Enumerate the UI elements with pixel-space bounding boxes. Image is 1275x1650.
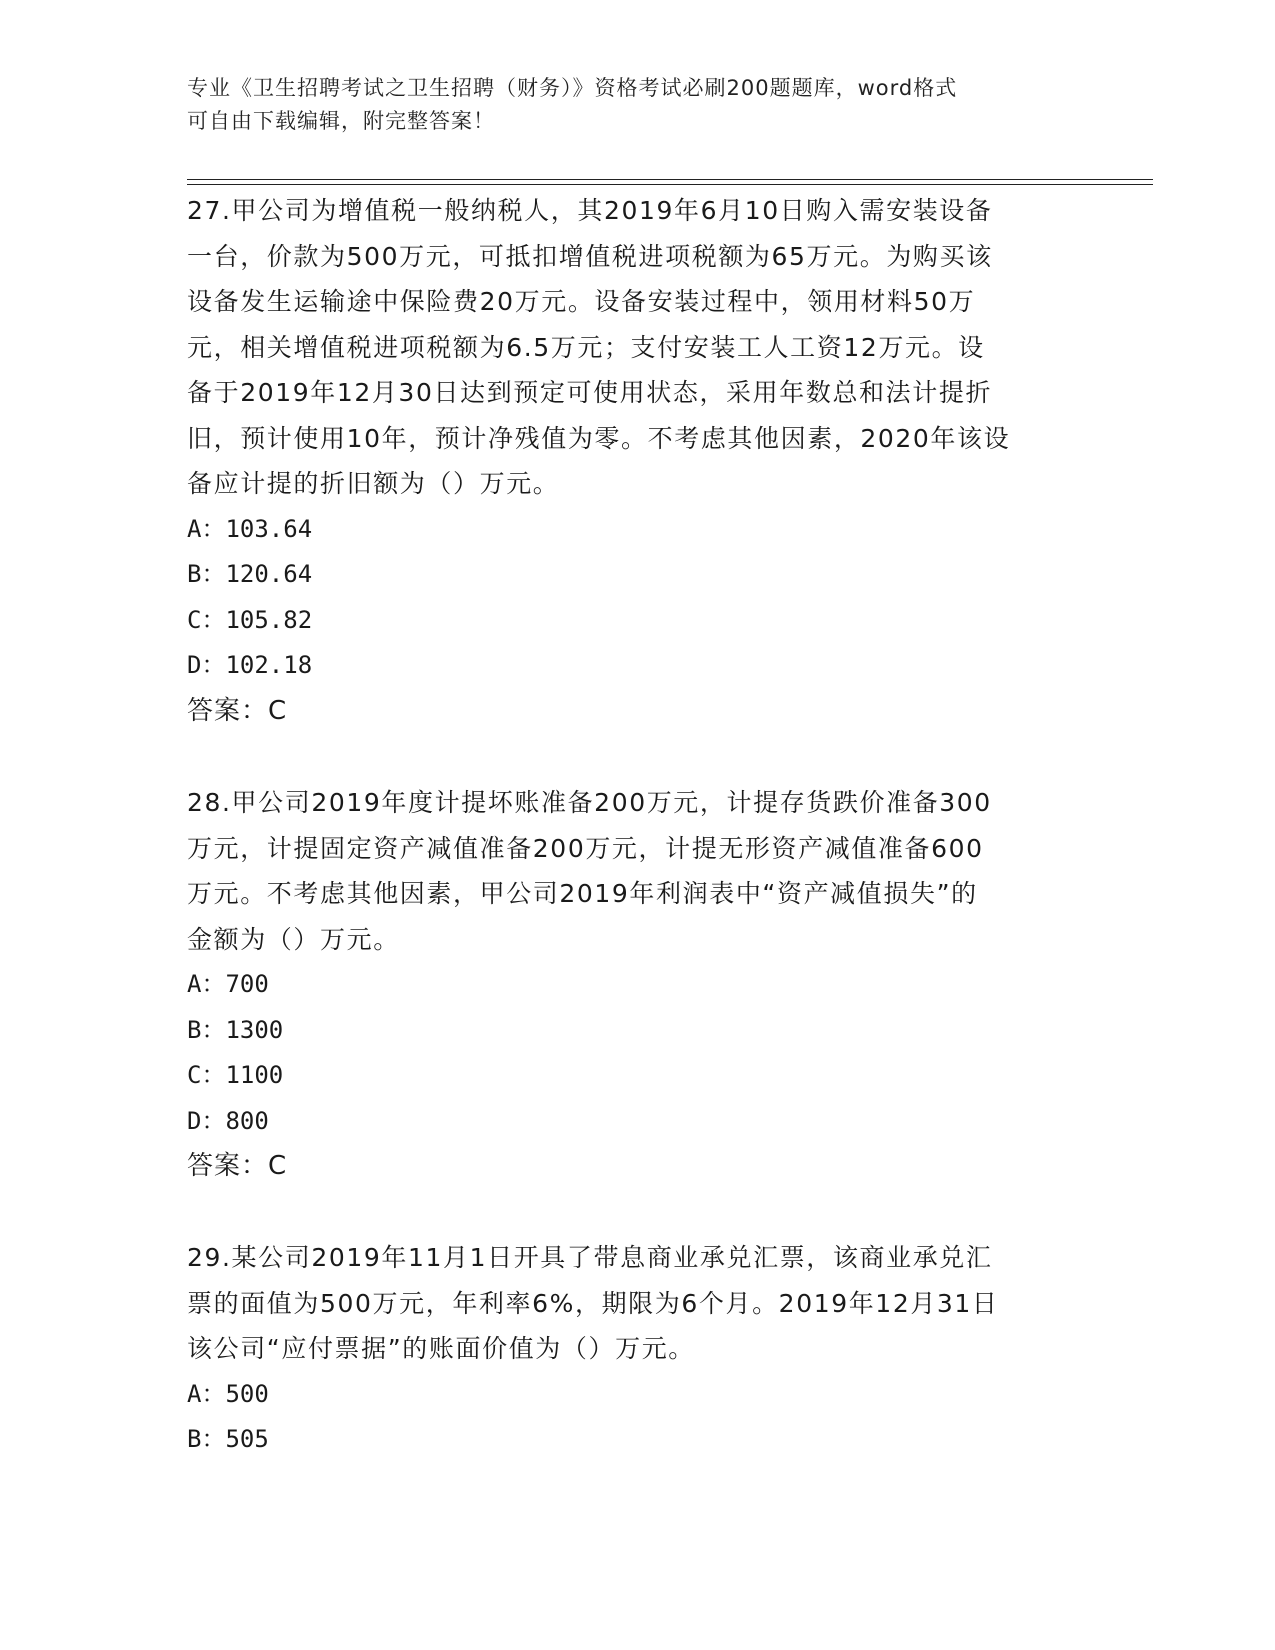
option-c: C：105.82 bbox=[187, 605, 313, 634]
header-line-1: 专业《卫生招聘考试之卫生招聘（财务）》资格考试必刷200题题库，word格式 bbox=[187, 76, 958, 100]
question-stem-line: 票的面值为500万元，年利率6%，期限为6个月。2019年12月31日 bbox=[187, 1288, 999, 1318]
question-stem-line: 金额为（）万元。 bbox=[187, 924, 400, 954]
header-divider bbox=[187, 179, 1153, 185]
question-stem-line: 万元，计提固定资产减值准备200万元，计提无形资产减值准备600 bbox=[187, 833, 984, 863]
answer: 答案：C bbox=[187, 1151, 288, 1181]
option-b: B：120.64 bbox=[187, 560, 313, 588]
option-d: D：102.18 bbox=[187, 651, 313, 679]
question-27 bbox=[187, 188, 1087, 734]
option-a: A：700 bbox=[187, 970, 269, 998]
header-line-2: 可自由下载编辑，附完整答案！ bbox=[187, 109, 495, 133]
option-b: B：1300 bbox=[187, 1015, 284, 1044]
document-header bbox=[187, 72, 1067, 138]
question-stem-line: 一台，价款为500万元，可抵扣增值税进项税额为65万元。为购买该 bbox=[187, 241, 993, 271]
answer: 答案：C bbox=[187, 695, 288, 726]
question-stem-line: 备应计提的折旧额为（）万元。 bbox=[187, 469, 560, 498]
option-c: C：1100 bbox=[187, 1061, 284, 1089]
question-stem-line: 元，相关增值税进项税额为6.5万元；支付安装工人工资12万元。设 bbox=[187, 332, 985, 362]
option-a: A：500 bbox=[187, 1379, 269, 1408]
question-stem-line: 该公司“应付票据”的账面价值为（）万元。 bbox=[187, 1334, 695, 1363]
option-d: D：800 bbox=[187, 1106, 269, 1135]
question-28 bbox=[187, 780, 1087, 1190]
question-stem-line: 旧，预计使用10年，预计净残值为零。不考虑其他因素，2020年该设 bbox=[187, 423, 1011, 453]
option-a: A：103.64 bbox=[187, 514, 313, 543]
option-b: B：505 bbox=[187, 1425, 269, 1453]
question-stem-line: 27.甲公司为增值税一般纳税人，其2019年6月10日购入需安装设备 bbox=[187, 196, 993, 225]
question-stem-line: 设备发生运输途中保险费20万元。设备安装过程中，领用材料50万 bbox=[187, 287, 976, 316]
question-stem-line: 29.某公司2019年11月1日开具了带息商业承兑汇票，该商业承兑汇 bbox=[187, 1243, 993, 1272]
question-stem-line: 备于2019年12月30日达到预定可使用状态，采用年数总和法计提折 bbox=[187, 378, 993, 407]
question-stem-line: 万元。不考虑其他因素，甲公司2019年利润表中“资产减值损失”的 bbox=[187, 879, 978, 908]
question-29 bbox=[187, 1235, 1087, 1463]
question-stem-line: 28.甲公司2019年度计提坏账准备200万元，计提存货跌价准备300 bbox=[187, 788, 992, 817]
